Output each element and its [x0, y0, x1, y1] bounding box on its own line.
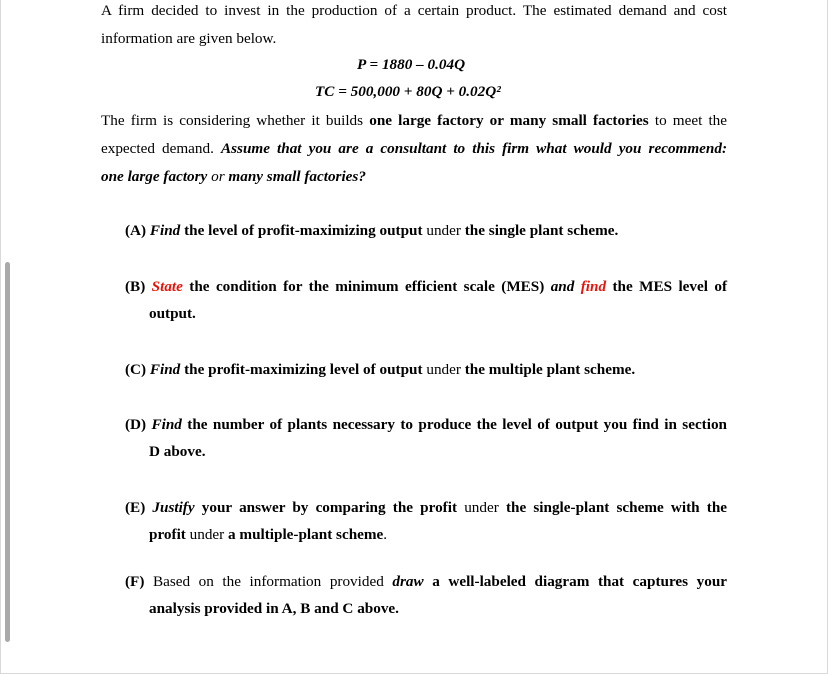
question-a-line	[125, 217, 727, 244]
question-c-line	[125, 356, 727, 383]
question-text: the number of plants necessary to produce the level of output you find in section	[187, 416, 727, 433]
question-verb: Justify	[152, 499, 195, 516]
context-option-1: one large factory	[101, 168, 208, 185]
question-text: analysis provided in A, B and C above.	[149, 600, 399, 617]
question-b-line-2	[125, 300, 727, 327]
question-b	[125, 273, 727, 327]
context-emphasis: one large factory or many small factories	[369, 112, 649, 129]
question-e-line-1	[125, 494, 727, 521]
question-text: under	[426, 361, 461, 378]
question-text: the multiple plant scheme.	[464, 361, 636, 378]
question-verb-state: State	[151, 278, 183, 295]
intro-line-1: A firm decided to invest in the production of a certain product. The estimated demand and cost	[101, 2, 727, 19]
question-b-line-1	[125, 273, 727, 300]
question-text: D above.	[149, 443, 206, 460]
demand-equation: P = 1880 – 0.04Q	[357, 56, 466, 73]
context-question: Assume that you are a consultant to this firm what would you recommend:	[221, 140, 728, 157]
question-text: profit	[149, 526, 186, 543]
question-f-line-2	[125, 595, 727, 622]
question-text: under	[464, 499, 499, 516]
question-text: a multiple-plant scheme	[228, 526, 384, 543]
context-line-3	[101, 163, 727, 191]
question-text: output.	[149, 305, 196, 322]
question-text: .	[383, 526, 388, 543]
question-text: the level of profit-maximizing output	[184, 222, 423, 239]
question-f	[125, 568, 727, 622]
question-c	[125, 356, 727, 383]
context-text: expected demand.	[101, 140, 214, 157]
question-text: a well-labeled diagram that captures your	[432, 573, 728, 590]
question-e	[125, 494, 727, 548]
question-text: your answer by comparing the profit	[201, 499, 458, 516]
cost-equation: TC = 500,000 + 80Q + 0.02Q²	[315, 83, 501, 100]
question-text: the MES level of	[612, 278, 728, 295]
question-e-line-2	[125, 521, 727, 548]
question-text: the condition for the minimum efficient scale (MES)	[189, 278, 545, 295]
question-d	[125, 411, 727, 465]
intro-paragraph	[101, 0, 727, 52]
context-paragraph	[101, 107, 727, 191]
question-text: under	[189, 526, 225, 543]
question-verb: Find	[151, 416, 182, 433]
question-label: (E)	[125, 499, 146, 516]
question-d-line-2	[125, 438, 727, 465]
question-text: the single plant scheme.	[464, 222, 619, 239]
question-text: under	[426, 222, 461, 239]
question-verb-find: find	[580, 278, 607, 295]
context-line-2	[101, 135, 727, 163]
context-option-2: many small factories?	[228, 168, 366, 185]
vertical-scrollbar[interactable]	[5, 262, 10, 642]
intro-line-2: information are given below.	[101, 30, 277, 47]
question-d-line-1	[125, 411, 727, 438]
question-verb: Find	[149, 222, 181, 239]
question-label: (C)	[125, 361, 147, 378]
question-label: (F)	[125, 573, 145, 590]
context-line-1	[101, 107, 727, 135]
question-verb: draw	[392, 573, 424, 590]
question-text: and	[550, 278, 575, 295]
context-or: or	[211, 168, 225, 185]
question-text: Based on the information provided	[152, 573, 384, 590]
question-verb: Find	[149, 361, 181, 378]
question-label: (A)	[125, 222, 147, 239]
question-a	[125, 217, 727, 244]
question-label: (D)	[125, 416, 147, 433]
question-text: the single-plant scheme with the	[505, 499, 728, 516]
context-text: The firm is considering whether it builds	[101, 112, 364, 129]
question-f-line-1	[125, 568, 727, 595]
question-text: the profit-maximizing level of output	[184, 361, 423, 378]
context-text: to meet the	[654, 112, 728, 129]
question-label: (B)	[125, 278, 146, 295]
